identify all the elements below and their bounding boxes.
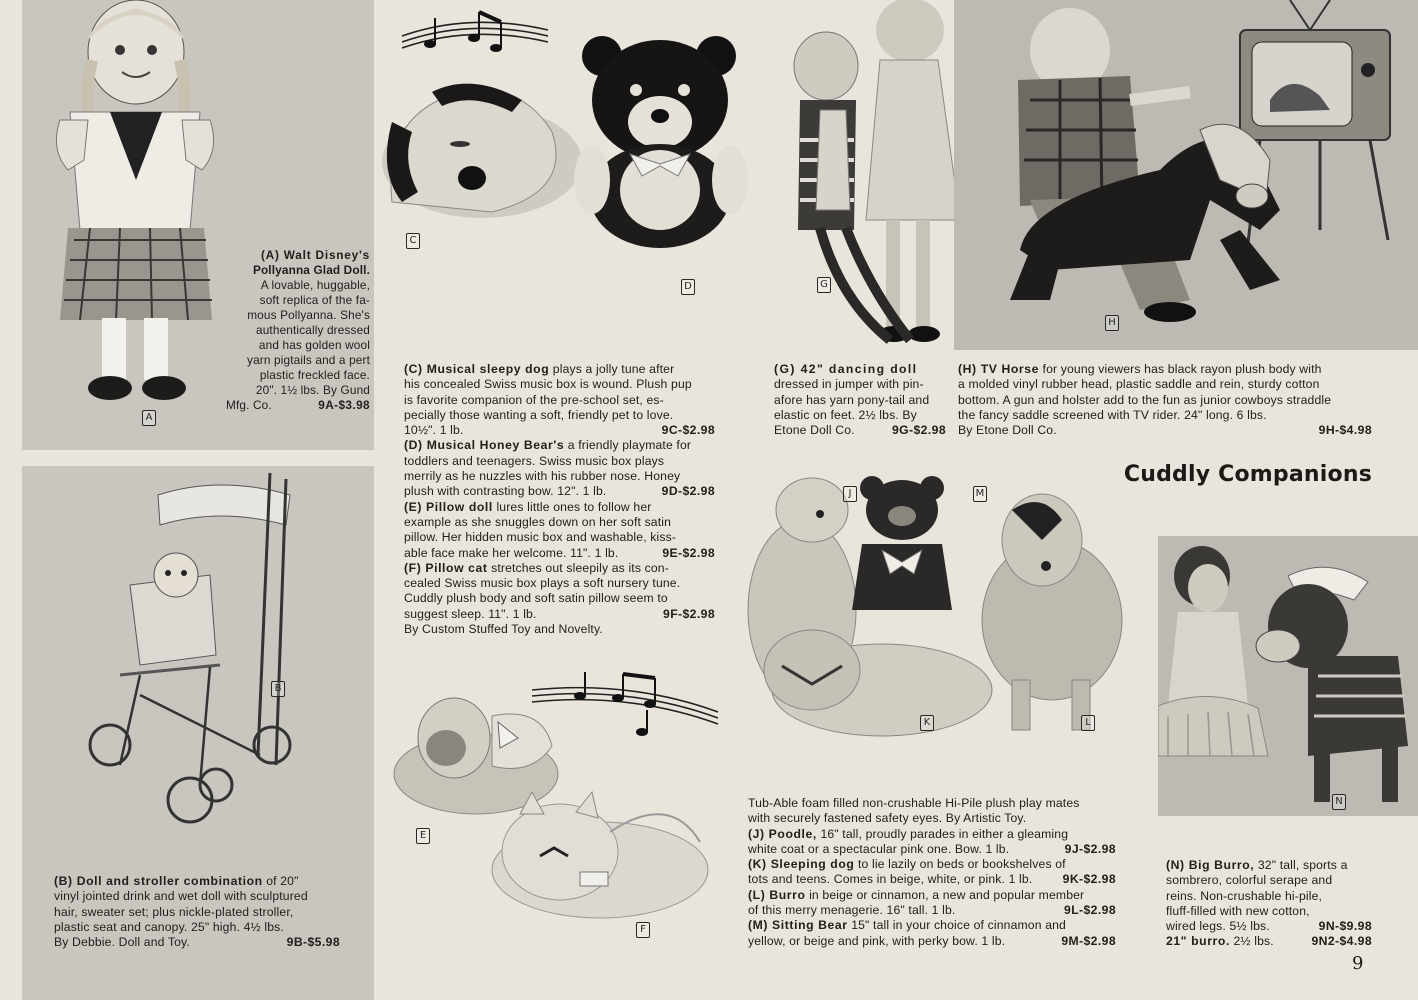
caption-b-lead: (B) Doll and stroller combination <box>54 874 263 888</box>
photo-pillow-cat <box>480 752 720 924</box>
label-b: B <box>271 681 285 697</box>
caption-j-last-line: white coat or a spectacular pink one. Bow. 1 lb. 9J-$2.98 <box>748 841 1116 856</box>
caption-c-line: his concealed Swiss music box is wound. Plush pup <box>404 377 692 392</box>
caption-intro-line: Tub-Able foam filled non-crushable Hi-Pile plush play mates <box>748 796 1080 810</box>
caption-b-line: hair, sweater set; plus nickle-plated stroller, <box>54 904 294 919</box>
label-l: L <box>1081 715 1095 731</box>
caption-d-first-line: (D) Musical Honey Bear's a friendly playmate for <box>404 438 692 453</box>
caption-k-first-line: (K) Sleeping dog to lie lazily on beds or bookshelves of <box>748 857 1066 872</box>
photo-dancing-doll <box>770 0 970 360</box>
photo-big-burro <box>1158 536 1418 816</box>
caption-m-first-line: (M) Sitting Bear 15" tall in your choice of cinnamon and <box>748 918 1066 933</box>
photo-musical-honey-bear <box>570 30 750 250</box>
caption-a-title-1: (A) Walt Disney's <box>260 248 370 262</box>
caption-c-last-line: 10½". 1 lb. 9C-$2.98 <box>404 423 715 438</box>
label-j: J <box>843 486 857 502</box>
caption-e-line: example as she snuggles down on her soft satin <box>404 514 672 529</box>
caption-n-extra-lead: 21" burro. <box>1166 934 1230 949</box>
caption-k-lead: (K) Sleeping dog <box>748 857 855 872</box>
caption-m-last-line: yellow, or beige and pink, with perky bow. 1 lb. 9M-$2.98 <box>748 933 1116 948</box>
caption-k-last-line: tots and teens. Comes in beige, white, or pink. 1 lb. 9K-$2.98 <box>748 872 1116 887</box>
caption-g-line: afore has yarn pony-tail and <box>774 392 930 407</box>
caption-a-line: mous Pollyanna. She's <box>247 308 370 322</box>
caption-b-first-line: (B) Doll and stroller combination of 20" <box>54 874 299 888</box>
caption-d-line: merrily as he nuzzles with his rubber nose. Honey <box>404 469 681 484</box>
caption-b-last-line: By Debbie. Doll and Toy. 9B-$5.98 <box>54 935 340 950</box>
caption-g-last-line: Etone Doll Co. 9G-$2.98 <box>774 423 946 438</box>
caption-cdef <box>404 362 715 637</box>
caption-jklm <box>748 796 1116 949</box>
caption-c-line: pecially those wanting a soft, friendly pet to love. <box>404 407 674 422</box>
caption-a <box>216 248 370 413</box>
caption-b <box>54 874 340 950</box>
caption-n-extra-line: 21" burro. 2½ lbs. 9N2-$4.98 <box>1166 934 1372 949</box>
caption-h-first-line: (H) TV Horse for young viewers has black rayon plush body with <box>958 362 1322 376</box>
caption-a-last-line: Mfg. Co. 9A-$3.98 <box>226 398 370 412</box>
caption-g-line: dressed in jumper with pin- <box>774 377 924 392</box>
caption-j-lead: (J) Poodle, <box>748 826 817 841</box>
caption-a-title-2: Pollyanna Glad Doll. <box>252 263 370 277</box>
caption-e-line: pillow. Her hidden music box and washable, kiss- <box>404 530 677 545</box>
caption-n-line: sombrero, colorful serape and <box>1166 873 1333 888</box>
caption-f-line: Cuddly plush body and soft satin pillow seem to <box>404 591 668 606</box>
caption-a-line: plastic freckled face. <box>259 368 370 382</box>
caption-c-lead: (C) Musical sleepy dog <box>404 362 550 376</box>
caption-e-lead: (E) Pillow doll <box>404 499 493 514</box>
price-9j: 9J-$2.98 <box>1064 841 1116 856</box>
caption-n-line: fluff-filled with new cotton, <box>1166 903 1310 918</box>
caption-c-first-line: (C) Musical sleepy dog plays a jolly tune after <box>404 362 675 376</box>
caption-f-first-line: (F) Pillow cat stretches out sleepily as its con- <box>404 560 669 575</box>
label-g: G <box>817 277 831 293</box>
caption-a-line: A lovable, huggable, <box>260 278 370 292</box>
price-9n2: 9N2-$4.98 <box>1311 934 1372 949</box>
caption-m-lead: (M) Sitting Bear <box>748 918 848 933</box>
price-9g: 9G-$2.98 <box>891 423 946 438</box>
label-f: F <box>636 922 650 938</box>
label-a: A <box>142 410 156 426</box>
label-n: N <box>1332 794 1346 810</box>
price-9l: 9L-$2.98 <box>1064 903 1116 918</box>
price-9n: 9N-$9.98 <box>1318 919 1372 934</box>
caption-l-lead: (L) Burro <box>748 887 806 902</box>
price-9k: 9K-$2.98 <box>1062 872 1116 887</box>
caption-a-line: authentically dressed <box>256 323 370 337</box>
caption-e-first-line: (E) Pillow doll lures little ones to follow her <box>404 499 652 514</box>
caption-h-last-line: By Etone Doll Co. 9H-$4.98 <box>958 423 1372 438</box>
caption-n-lead: (N) Big Burro, <box>1166 858 1255 872</box>
caption-h-line: the fancy saddle screened with TV rider. 24" long. 6 lbs. <box>958 407 1267 422</box>
caption-n-first-line: (N) Big Burro, 32" tall, sports a <box>1166 858 1348 872</box>
photo-pollyanna-doll <box>40 0 230 410</box>
price-9f: 9F-$2.98 <box>663 606 715 621</box>
caption-a-line: soft replica of the fa- <box>259 293 370 307</box>
label-c: C <box>406 233 420 249</box>
caption-b-line: plastic seat and canopy. 25" high. 4½ lbs. <box>54 919 284 934</box>
photo-plush-group-jklm <box>742 470 1152 745</box>
label-d: D <box>681 279 695 295</box>
caption-a-line: yarn pigtails and a pert <box>247 353 370 367</box>
caption-l-last-line: of this merry menagerie. 16" tall. 1 lb. 9L-$2.98 <box>748 903 1116 918</box>
caption-l-first-line: (L) Burro in beige or cinnamon, a new and popular member <box>748 887 1085 902</box>
label-k: K <box>920 715 934 731</box>
price-9a: 9A-$3.98 <box>318 398 370 412</box>
section-title: Cuddly Companions <box>1123 462 1372 487</box>
caption-h-line: a molded vinyl rubber head, plastic saddle and rein, sturdy cotton <box>958 377 1320 392</box>
price-9m: 9M-$2.98 <box>1061 933 1116 948</box>
caption-g-lead: (G) 42" dancing doll <box>774 362 918 376</box>
price-9c: 9C-$2.98 <box>661 423 715 438</box>
caption-d-last-line: plush with contrasting bow. 12". 1 lb. 9D-$2.98 <box>404 484 715 499</box>
caption-g <box>774 362 946 438</box>
label-e: E <box>416 828 430 844</box>
caption-d-line: toddlers and teenagers. Swiss music box plays <box>404 453 665 468</box>
caption-f-last-line: suggest sleep. 11". 1 lb. 9F-$2.98 <box>404 606 715 621</box>
caption-f-line: cealed Swiss music box plays a soft nursery tune. <box>404 576 681 591</box>
price-9e: 9E-$2.98 <box>662 545 715 560</box>
caption-h <box>958 362 1372 438</box>
caption-f-lead: (F) Pillow cat <box>404 560 488 575</box>
caption-h-line: bottom. A gun and holster add to the fun as junior cowboys straddle <box>958 392 1332 407</box>
caption-g-line: elastic on feet. 2½ lbs. By <box>774 407 917 422</box>
photo-doll-stroller <box>80 455 300 835</box>
caption-c-line: is favorite companion of the pre-school set, es- <box>404 392 664 407</box>
caption-e-last-line: able face make her welcome. 11". 1 lb. 9E-$2.98 <box>404 545 715 560</box>
price-9d: 9D-$2.98 <box>661 484 715 499</box>
caption-j-first-line: (J) Poodle, 16" tall, proudly parades in either a gleaming <box>748 826 1069 841</box>
caption-h-lead: (H) TV Horse <box>958 362 1040 376</box>
photo-musical-sleepy-dog <box>372 52 582 228</box>
photo-tv-horse <box>990 0 1410 346</box>
label-h: H <box>1105 315 1119 331</box>
caption-n <box>1166 858 1372 950</box>
caption-a-line: 20". 1½ lbs. By Gund <box>255 383 370 397</box>
label-m: M <box>973 486 987 502</box>
page-number: 9 <box>1352 953 1364 974</box>
caption-n-last-line: wired legs. 5½ lbs. 9N-$9.98 <box>1166 919 1372 934</box>
caption-n-line: reins. Non-crushable hi-pile, <box>1166 888 1323 903</box>
caption-f-maker: By Custom Stuffed Toy and Novelty. <box>404 622 603 637</box>
caption-d-lead: (D) Musical Honey Bear's <box>404 438 565 453</box>
caption-intro-line: with securely fastened safety eyes. By Artistic Toy. <box>748 811 1027 826</box>
price-9h: 9H-$4.98 <box>1318 423 1372 438</box>
price-9b: 9B-$5.98 <box>286 935 340 950</box>
caption-b-line: vinyl jointed drink and wet doll with sculptured <box>54 889 308 904</box>
caption-a-line: and has golden wool <box>258 338 370 352</box>
